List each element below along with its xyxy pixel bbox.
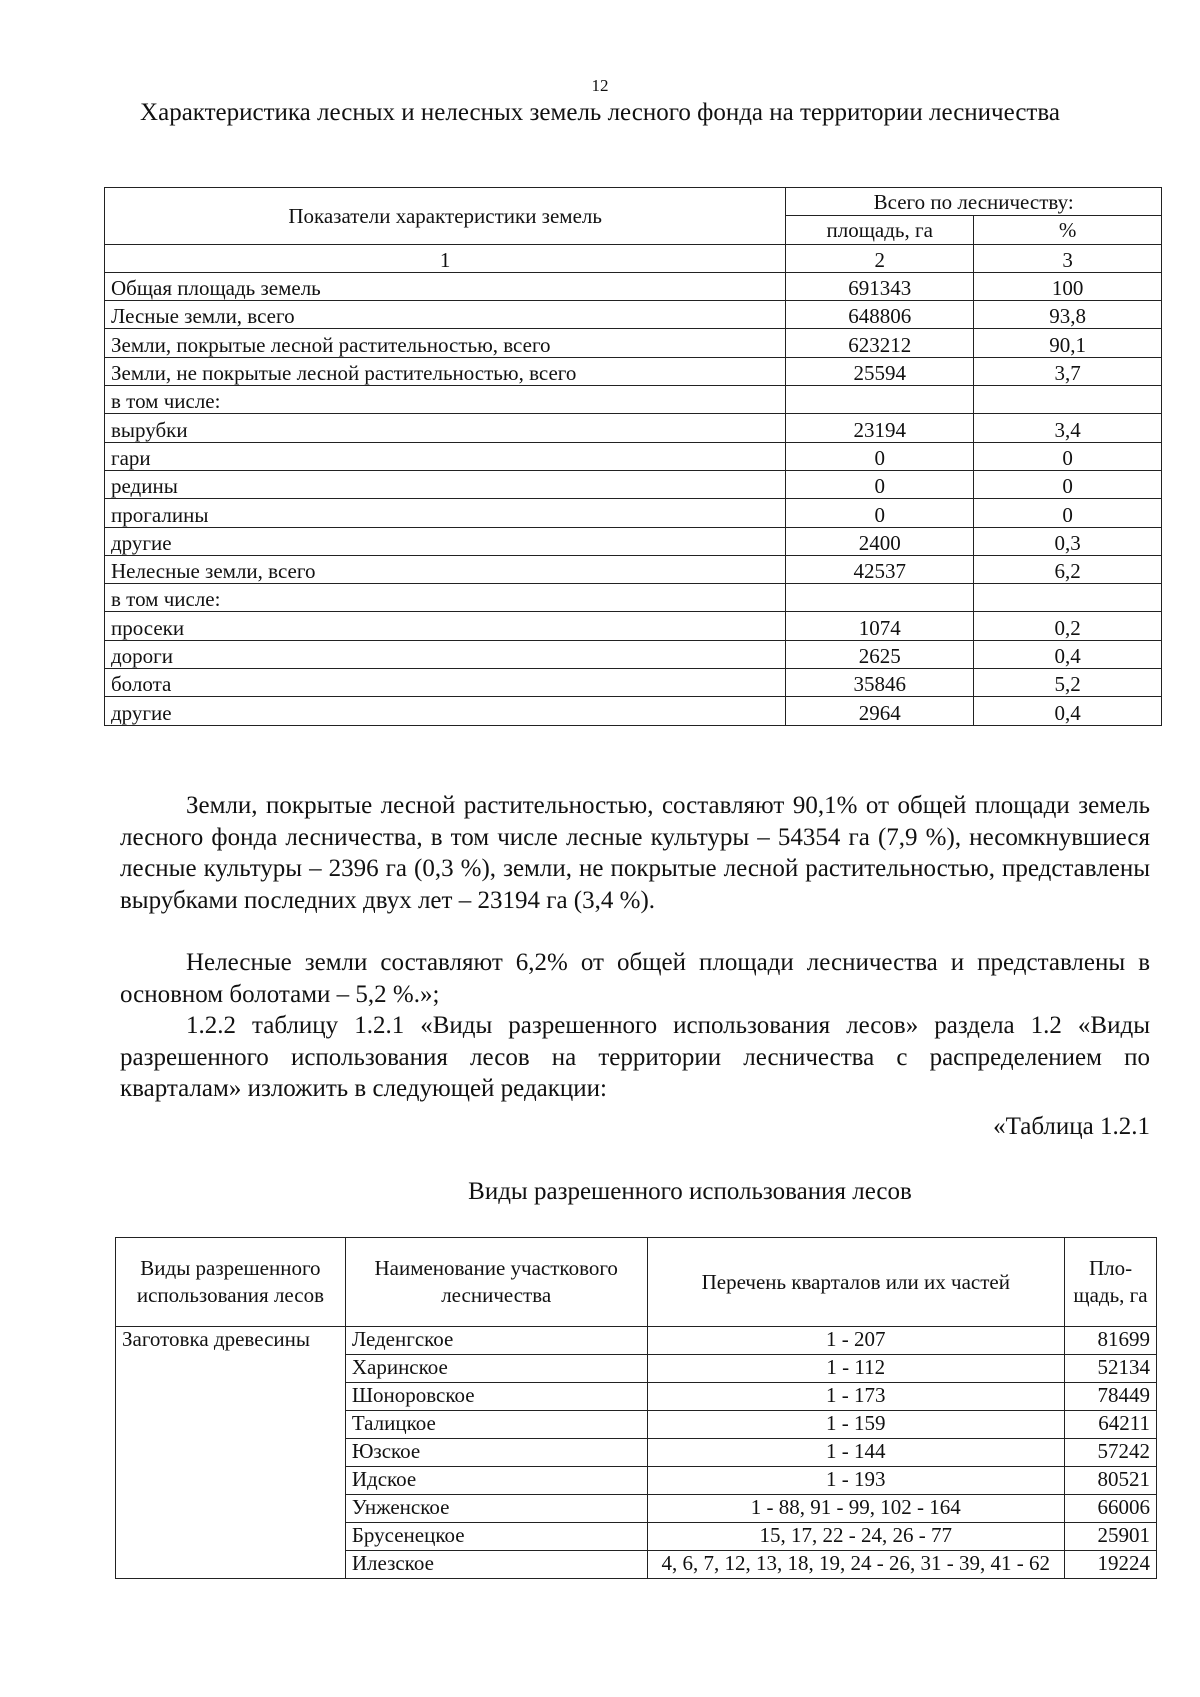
indicator-name: болота bbox=[105, 669, 786, 697]
percent-value: 90,1 bbox=[974, 329, 1162, 357]
area-value: 80521 bbox=[1065, 1467, 1157, 1495]
area-value: 19224 bbox=[1065, 1551, 1157, 1579]
table-row bbox=[105, 442, 1162, 470]
indicator-name: Общая площадь земель bbox=[105, 272, 786, 300]
table-row bbox=[105, 414, 1162, 442]
permitted-use-table bbox=[115, 1237, 1157, 1579]
area-value bbox=[786, 386, 974, 414]
district-name: Шоноровское bbox=[345, 1383, 647, 1411]
indicator-name: Лесные земли, всего bbox=[105, 301, 786, 329]
district-name: Талицкое bbox=[345, 1411, 647, 1439]
area-value bbox=[786, 584, 974, 612]
percent-value bbox=[974, 386, 1162, 414]
area-value: 648806 bbox=[786, 301, 974, 329]
table-row bbox=[105, 301, 1162, 329]
table-row bbox=[105, 669, 1162, 697]
area-value: 1074 bbox=[786, 612, 974, 640]
quarters-list: 1 - 144 bbox=[647, 1439, 1064, 1467]
indicator-name: Нелесные земли, всего bbox=[105, 555, 786, 583]
indicator-name: редины bbox=[105, 470, 786, 498]
table-row bbox=[105, 527, 1162, 555]
percent-value: 0 bbox=[974, 470, 1162, 498]
quarters-list: 4, 6, 7, 12, 13, 18, 19, 24 - 26, 31 - 39, 41 - 62 bbox=[647, 1551, 1064, 1579]
indicator-name: прогалины bbox=[105, 499, 786, 527]
district-name: Унженское bbox=[345, 1495, 647, 1523]
table-row bbox=[105, 612, 1162, 640]
percent-value: 6,2 bbox=[974, 555, 1162, 583]
area-value: 2625 bbox=[786, 640, 974, 668]
percent-value: 5,2 bbox=[974, 669, 1162, 697]
header-forestry-total: Всего по лесничеству: bbox=[786, 188, 1162, 216]
area-value: 52134 bbox=[1065, 1355, 1157, 1383]
quarters-list: 1 - 159 bbox=[647, 1411, 1064, 1439]
table-row bbox=[105, 357, 1162, 385]
indicator-name: гари bbox=[105, 442, 786, 470]
paragraph-nonforest: Нелесные земли составляют 6,2% от общей площади лесничества и представлены в основном болотами – 5,2 %.»; bbox=[120, 949, 1150, 1008]
indicator-name: Земли, не покрытые лесной растительностью, всего bbox=[105, 357, 786, 385]
percent-value: 0,2 bbox=[974, 612, 1162, 640]
page-number: 12 bbox=[591, 76, 609, 95]
area-value: 42537 bbox=[786, 555, 974, 583]
district-name: Илезское bbox=[345, 1551, 647, 1579]
header-use-type: Виды разрешенного использования лесов bbox=[116, 1238, 346, 1327]
paragraph-amendment: 1.2.2 таблицу 1.2.1 «Виды разрешенного использования лесов» раздела 1.2 «Виды разрешенного использования лесов на территории лесничества с распределением по кварталам» изложить в следующей редакции: bbox=[120, 1012, 1150, 1102]
table-row bbox=[105, 470, 1162, 498]
percent-value: 3,4 bbox=[974, 414, 1162, 442]
percent-value: 0 bbox=[974, 499, 1162, 527]
quarters-list: 1 - 112 bbox=[647, 1355, 1064, 1383]
quarters-list: 1 - 173 bbox=[647, 1383, 1064, 1411]
district-name: Юзское bbox=[345, 1439, 647, 1467]
area-value: 23194 bbox=[786, 414, 974, 442]
district-name: Харинское bbox=[345, 1355, 647, 1383]
area-value: 691343 bbox=[786, 272, 974, 300]
table-row bbox=[105, 555, 1162, 583]
header-district-name: Наименование участкового лесничества bbox=[345, 1238, 647, 1327]
indicator-name: Земли, покрытые лесной растительностью, всего bbox=[105, 329, 786, 357]
area-value: 623212 bbox=[786, 329, 974, 357]
indicator-name: вырубки bbox=[105, 414, 786, 442]
table-row bbox=[105, 386, 1162, 414]
table-row bbox=[105, 640, 1162, 668]
quarters-list: 1 - 193 bbox=[647, 1467, 1064, 1495]
indicator-name: в том числе: bbox=[105, 584, 786, 612]
table-row bbox=[105, 329, 1162, 357]
header-quarters: Перечень кварталов или их частей bbox=[647, 1238, 1064, 1327]
district-name: Идское bbox=[345, 1467, 647, 1495]
area-value: 0 bbox=[786, 442, 974, 470]
area-value: 0 bbox=[786, 470, 974, 498]
area-value: 35846 bbox=[786, 669, 974, 697]
quarters-list: 15, 17, 22 - 24, 26 - 77 bbox=[647, 1523, 1064, 1551]
percent-value: 3,7 bbox=[974, 357, 1162, 385]
area-value: 78449 bbox=[1065, 1383, 1157, 1411]
indicator-name: в том числе: bbox=[105, 386, 786, 414]
district-name: Леденгское bbox=[345, 1327, 647, 1355]
indicator-name: дороги bbox=[105, 640, 786, 668]
table-row bbox=[105, 499, 1162, 527]
indicator-name: просеки bbox=[105, 612, 786, 640]
area-value: 64211 bbox=[1065, 1411, 1157, 1439]
area-value: 57242 bbox=[1065, 1439, 1157, 1467]
header-area: Пло-щадь, га bbox=[1065, 1238, 1157, 1327]
area-value: 66006 bbox=[1065, 1495, 1157, 1523]
percent-value: 0,3 bbox=[974, 527, 1162, 555]
area-value: 81699 bbox=[1065, 1327, 1157, 1355]
percent-value: 0,4 bbox=[974, 640, 1162, 668]
area-value: 25594 bbox=[786, 357, 974, 385]
table-label: «Таблица 1.2.1 bbox=[993, 1113, 1150, 1140]
percent-value: 0 bbox=[974, 442, 1162, 470]
table-row bbox=[105, 697, 1162, 725]
area-value: 25901 bbox=[1065, 1523, 1157, 1551]
land-characteristics-table bbox=[104, 187, 1162, 726]
use-type-cell: Заготовка древесины bbox=[116, 1327, 346, 1579]
percent-value: 0,4 bbox=[974, 697, 1162, 725]
column-number-1: 1 bbox=[105, 244, 786, 272]
header-indicators: Показатели характеристики земель bbox=[105, 188, 786, 245]
column-number-2: 2 bbox=[786, 244, 974, 272]
table-row bbox=[105, 272, 1162, 300]
header-area: площадь, га bbox=[786, 216, 974, 244]
header-percent: % bbox=[974, 216, 1162, 244]
area-value: 2964 bbox=[786, 697, 974, 725]
area-value: 0 bbox=[786, 499, 974, 527]
indicator-name: другие bbox=[105, 527, 786, 555]
table2-title: Виды разрешенного использования лесов bbox=[468, 1178, 912, 1205]
table-row bbox=[105, 584, 1162, 612]
percent-value: 100 bbox=[974, 272, 1162, 300]
column-number-3: 3 bbox=[974, 244, 1162, 272]
district-name: Брусенецкое bbox=[345, 1523, 647, 1551]
percent-value bbox=[974, 584, 1162, 612]
page-title: Характеристика лесных и нелесных земель лесного фонда на территории лесничества bbox=[140, 99, 1060, 126]
table-row bbox=[116, 1327, 1157, 1355]
paragraph-forest-cover: Земли, покрытые лесной растительностью, составляют 90,1% от общей площади земель лесного фонда лесничества, в том числе лесные культуры – 54354 га (7,9 %), несомкнувшиеся лесные культуры – 2396 га (0,3 %), земли, не покрытые лесной растительностью, представлены вырубками последних двух лет – 23194 га (3,4 %). bbox=[120, 792, 1150, 914]
quarters-list: 1 - 207 bbox=[647, 1327, 1064, 1355]
indicator-name: другие bbox=[105, 697, 786, 725]
quarters-list: 1 - 88, 91 - 99, 102 - 164 bbox=[647, 1495, 1064, 1523]
percent-value: 93,8 bbox=[974, 301, 1162, 329]
area-value: 2400 bbox=[786, 527, 974, 555]
